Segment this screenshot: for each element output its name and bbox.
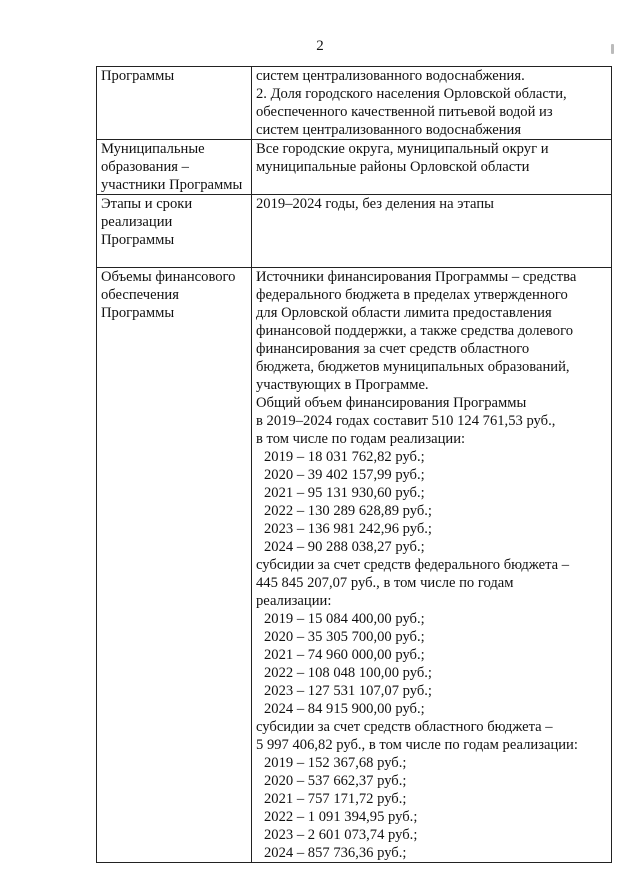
- table-row-municipalities: [97, 140, 612, 195]
- content-line: участвующих в Программе.: [256, 377, 429, 393]
- content-line: 2024 – 857 736,36 руб.;: [264, 845, 407, 861]
- content-line: в том числе по годам реализации:: [256, 431, 466, 447]
- page-number: 2: [316, 38, 324, 54]
- row-label-line: Программы: [101, 68, 175, 84]
- content-line: для Орловской области лимита предоставления: [256, 305, 552, 321]
- content-line: 2019–2024 годы, без деления на этапы: [256, 196, 494, 212]
- content-line: 2019 – 18 031 762,82 руб.;: [264, 449, 425, 465]
- content-line: реализации:: [256, 593, 332, 609]
- program-passport-table: [96, 66, 612, 863]
- row-label-line: участники Программы: [101, 177, 243, 193]
- content-line: 2023 – 136 981 242,96 руб.;: [264, 521, 432, 537]
- table-row-stages: [97, 195, 612, 268]
- content-line: 2021 – 95 131 930,60 руб.;: [264, 485, 425, 501]
- row-content-cell: [252, 268, 612, 863]
- row-label-line: Объемы финансового: [101, 269, 236, 285]
- table-body: [97, 67, 612, 863]
- content-line: 2024 – 84 915 900,00 руб.;: [264, 701, 425, 717]
- row-label-line: Программы: [101, 232, 175, 248]
- content-line: систем централизованного водоснабжения.: [256, 68, 525, 84]
- row-content-cell: [252, 140, 612, 195]
- content-line: муниципальные районы Орловской области: [256, 159, 530, 175]
- content-line: 2020 – 39 402 157,99 руб.;: [264, 467, 425, 483]
- row-content-cell: [252, 67, 612, 140]
- row-content-cell: [252, 195, 612, 268]
- content-line: 445 845 207,07 руб., в том числе по годам: [256, 575, 514, 591]
- content-line: 2021 – 74 960 000,00 руб.;: [264, 647, 425, 663]
- content-line: 2019 – 15 084 400,00 руб.;: [264, 611, 425, 627]
- content-line: 2022 – 1 091 394,95 руб.;: [264, 809, 418, 825]
- content-line: 5 997 406,82 руб., в том числе по годам реализации:: [256, 737, 578, 753]
- content-line: обеспеченного качественной питьевой водой из: [256, 104, 553, 120]
- content-line: 2022 – 108 048 100,00 руб.;: [264, 665, 432, 681]
- content-line: систем централизованного водоснабжения: [256, 122, 522, 138]
- row-label-line: Программы: [101, 305, 175, 321]
- row-label-line: образования –: [101, 159, 189, 175]
- row-label-line: реализации: [101, 214, 173, 230]
- scan-artifact: [611, 44, 614, 54]
- content-line: Все городские округа, муниципальный округ и: [256, 141, 549, 157]
- content-line: федерального бюджета в пределах утвержденного: [256, 287, 568, 303]
- content-line: субсидии за счет средств федерального бюджета –: [256, 557, 570, 573]
- content-line: 2022 – 130 289 628,89 руб.;: [264, 503, 432, 519]
- row-label-line: Муниципальные: [101, 141, 205, 157]
- table-row-program: [97, 67, 612, 140]
- content-line: субсидии за счет средств областного бюджета –: [256, 719, 553, 735]
- table-row-financing: [97, 268, 612, 863]
- row-label-line: обеспечения: [101, 287, 179, 303]
- content-line: в 2019–2024 годах составит 510 124 761,53 руб.,: [256, 413, 556, 429]
- content-line: финансовой поддержки, а также средства долевого: [256, 323, 574, 339]
- content-line: 2019 – 152 367,68 руб.;: [264, 755, 407, 771]
- content-line: 2024 – 90 288 038,27 руб.;: [264, 539, 425, 555]
- content-line: финансирования за счет средств областного: [256, 341, 530, 357]
- row-label-cell: [97, 268, 252, 863]
- content-line: 2023 – 2 601 073,74 руб.;: [264, 827, 418, 843]
- row-label-line: Этапы и сроки: [101, 196, 193, 212]
- content-line: 2021 – 757 171,72 руб.;: [264, 791, 407, 807]
- content-line: 2020 – 35 305 700,00 руб.;: [264, 629, 425, 645]
- content-line: 2023 – 127 531 107,07 руб.;: [264, 683, 432, 699]
- content-line: 2020 – 537 662,37 руб.;: [264, 773, 407, 789]
- content-line: Общий объем финансирования Программы: [256, 395, 527, 411]
- content-line: бюджета, бюджетов муниципальных образований,: [256, 359, 570, 375]
- row-label-cell: [97, 140, 252, 195]
- row-label-cell: [97, 195, 252, 268]
- content-line: Источники финансирования Программы – средства: [256, 269, 577, 285]
- content-line: 2. Доля городского населения Орловской области,: [256, 86, 567, 102]
- row-label-cell: [97, 67, 252, 140]
